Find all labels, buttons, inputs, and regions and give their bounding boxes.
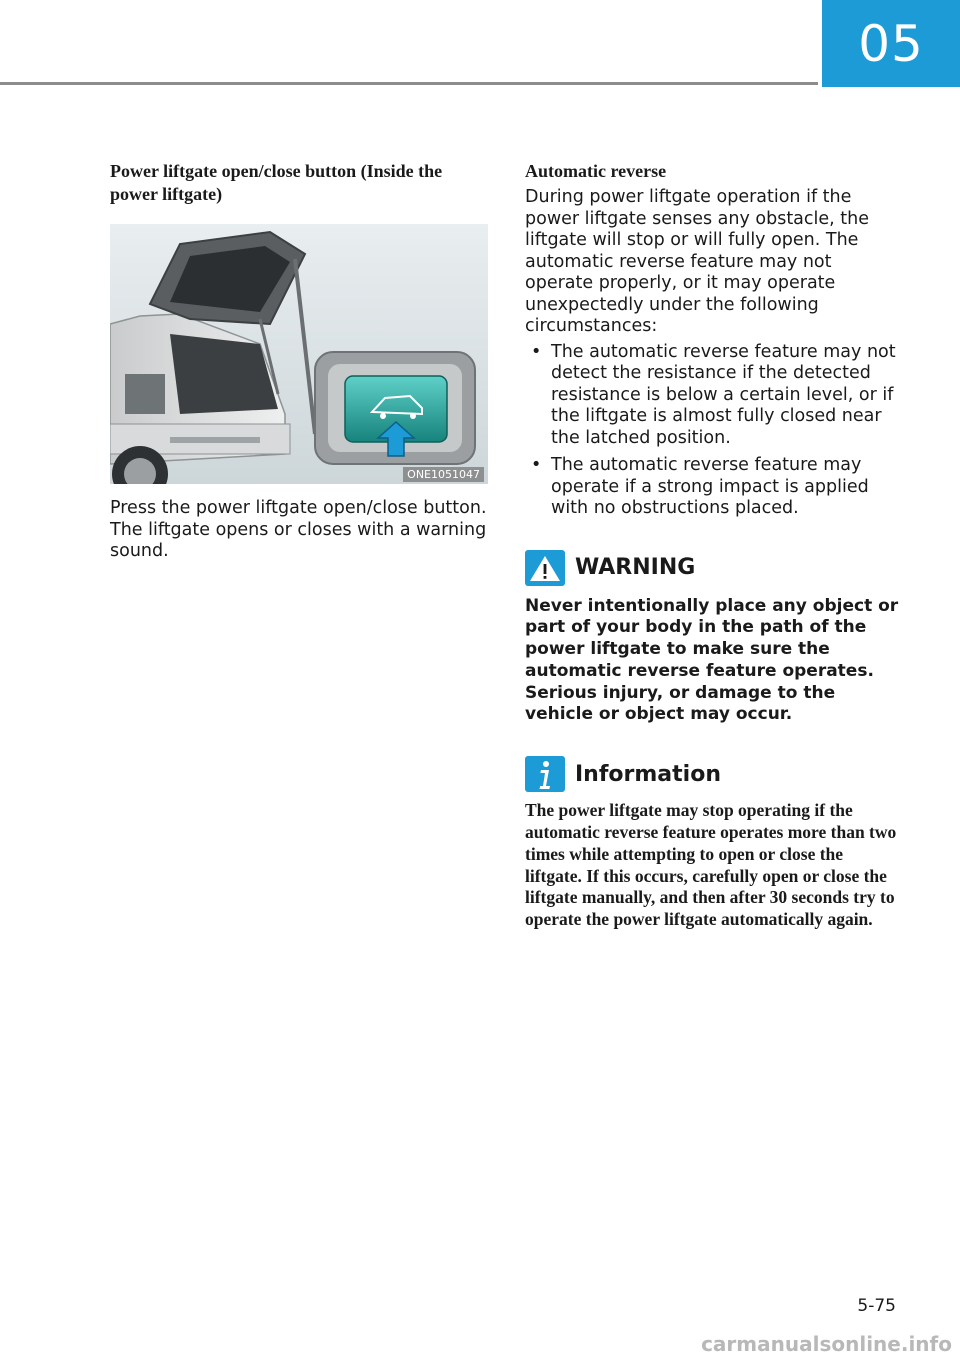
right-column — [525, 160, 900, 931]
info-icon — [525, 756, 565, 792]
reverse-paragraph: During power liftgate operation if the power liftgate senses any obstacle, the liftgate will stop or will fully open. The automatic reverse feature may not operate properly, or it may operate unexpectedly under the following circumstances: — [525, 187, 870, 336]
warning-icon — [525, 550, 565, 586]
liftgate-button-figure — [110, 224, 488, 484]
information-header — [525, 756, 900, 792]
warning-header — [525, 550, 900, 586]
page-number: 5-75 — [857, 1296, 896, 1316]
liftgate-illustration — [110, 224, 488, 484]
information-label: Information — [575, 761, 721, 787]
left-column — [110, 160, 488, 563]
warning-text: Never intentionally place any object or part of your body in the path of the power liftgate to make sure the automatic reverse feature operates. Serious injury, or damage to the vehicle or object may occur. — [525, 595, 899, 725]
information-text: The power liftgate may stop operating if the automatic reverse feature operates more than two times while attempting to open or close the liftgate. If this occurs, carefully open or close the liftgate manually, and then after 30 seconds try to operate the power liftgate automatically again. — [525, 800, 897, 930]
header-rule — [0, 82, 818, 85]
list-item: • The automatic reverse feature may operate if a strong impact is applied with no obstructions placed. — [531, 455, 869, 518]
section-heading-button: Power liftgate open/close button (Inside the power liftgate) — [110, 161, 443, 204]
warning-label: WARNING — [575, 555, 696, 580]
section-heading-reverse: Automatic reverse — [525, 161, 667, 181]
chapter-tab: 05 — [822, 0, 960, 87]
list-item: • The automatic reverse feature may not detect the resistance if the detected resistance is below a certain level, or if the liftgate is almost fully closed near the latched position. — [531, 341, 896, 448]
left-paragraph: Press the power liftgate open/close button. The liftgate opens or closes with a warning sound. — [110, 498, 487, 561]
watermark: carmanualsonline.info — [701, 1332, 952, 1356]
figure-code: ONE1051047 — [403, 467, 484, 482]
reverse-bullet-list — [525, 342, 900, 520]
